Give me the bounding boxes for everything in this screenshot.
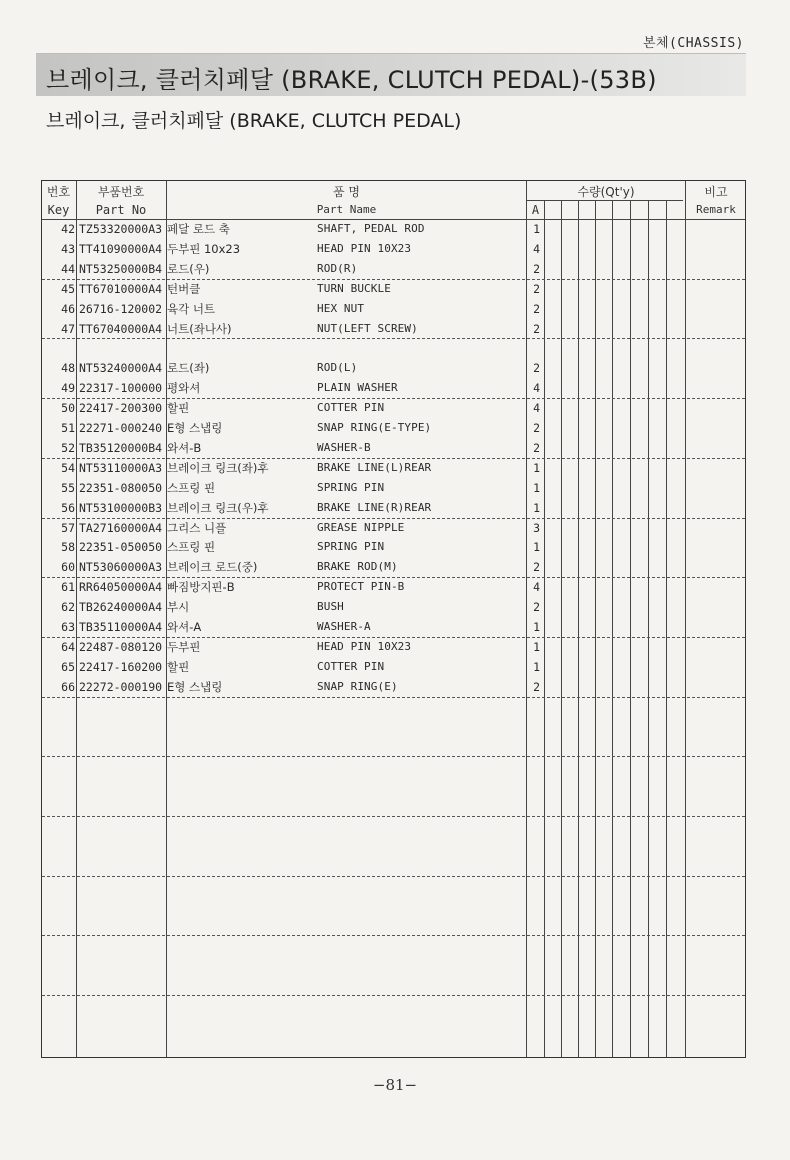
row-part-number: TT67010000A4 xyxy=(79,281,163,296)
row-group-divider xyxy=(42,338,745,339)
header-remark-kr: 비고 xyxy=(704,185,728,199)
row-quantity: 2 xyxy=(533,440,540,455)
row-name-korean: 빠짐방지핀-B xyxy=(167,580,235,595)
row-name-korean: 그리스 니플 xyxy=(167,520,227,535)
row-group-divider xyxy=(42,398,745,399)
qty-column-divider xyxy=(648,200,649,1057)
row-group-divider xyxy=(42,518,745,519)
row-name-korean: 로드(좌) xyxy=(167,361,210,376)
row-part-number: TB35120000B4 xyxy=(79,440,163,455)
row-quantity: 1 xyxy=(533,480,540,495)
row-quantity: 4 xyxy=(533,401,540,416)
qty-column-divider xyxy=(666,200,667,1057)
row-part-number: 22271-000240 xyxy=(79,421,163,435)
row-name-english: PLAIN WASHER xyxy=(317,381,398,395)
row-name-english: WASHER-B xyxy=(317,440,371,454)
row-name-english: ROD(L) xyxy=(317,361,358,375)
row-group-divider xyxy=(42,935,745,936)
row-group-divider xyxy=(42,577,745,578)
row-part-number: 22272-000190 xyxy=(79,679,163,694)
row-name-korean: 브레이크 링크(우)후 xyxy=(167,500,269,515)
header-partno-en: Part No xyxy=(95,203,147,217)
row-name-korean: 할핀 xyxy=(167,659,190,674)
header-key-kr: 번호 xyxy=(46,185,71,199)
row-key: 48 xyxy=(61,361,75,376)
row-part-number: 22417-160200 xyxy=(79,659,163,674)
column-divider xyxy=(685,181,686,1057)
row-name-english: NUT(LEFT SCREW) xyxy=(317,321,418,335)
row-quantity: 2 xyxy=(533,281,540,296)
row-name-korean: 턴버클 xyxy=(167,281,201,296)
row-quantity: 2 xyxy=(533,301,540,316)
qty-column-divider xyxy=(595,200,596,1057)
row-quantity: 2 xyxy=(533,261,540,276)
row-name-english: SPRING PIN xyxy=(317,480,385,494)
row-quantity: 2 xyxy=(533,361,540,376)
row-part-number: 26716-120002 xyxy=(79,301,163,316)
row-key: 62 xyxy=(61,600,75,615)
row-key: 64 xyxy=(61,639,75,654)
row-name-korean: E형 스냅링 xyxy=(167,421,223,435)
row-group-divider xyxy=(42,458,745,459)
row-key: 65 xyxy=(61,659,75,674)
row-part-number: RR64050000A4 xyxy=(79,580,163,595)
section-label: 본체(CHASSIS) xyxy=(642,36,744,51)
row-key: 44 xyxy=(61,261,75,276)
row-key: 46 xyxy=(61,301,75,316)
row-quantity: 4 xyxy=(533,381,540,396)
row-part-number: 22351-080050 xyxy=(79,480,163,495)
row-name-korean: 너트(좌나사) xyxy=(167,321,232,336)
row-group-divider xyxy=(42,816,745,817)
row-quantity: 3 xyxy=(533,520,540,535)
row-name-english: BRAKE ROD(M) xyxy=(317,560,398,574)
row-quantity: 2 xyxy=(533,421,540,435)
row-quantity: 1 xyxy=(533,540,540,555)
page-number: −81− xyxy=(372,1076,418,1094)
row-key: 57 xyxy=(61,520,75,535)
qty-column-divider xyxy=(561,200,562,1057)
row-group-divider xyxy=(42,697,745,698)
row-group-divider xyxy=(42,637,745,638)
row-part-number: NT53250000B4 xyxy=(79,261,163,276)
header-qty-col: A xyxy=(531,203,540,217)
row-part-number: TA27160000A4 xyxy=(79,520,163,535)
row-key: 60 xyxy=(61,560,75,575)
row-name-english: COTTER PIN xyxy=(317,659,385,673)
header-divider xyxy=(42,219,745,220)
header-name-en: Part Name xyxy=(316,203,377,216)
header-qty-kr: 수량(Qt'y) xyxy=(577,185,635,199)
row-name-korean: 브레이크 링크(좌)후 xyxy=(167,460,269,475)
row-name-english: HEAD PIN 10X23 xyxy=(317,639,412,653)
row-key: 58 xyxy=(61,540,75,555)
row-group-divider xyxy=(42,279,745,280)
row-key: 54 xyxy=(61,460,75,475)
row-name-english: WASHER-A xyxy=(317,620,371,633)
row-name-english: ROD(R) xyxy=(317,261,358,275)
row-name-korean: 브레이크 로드(중) xyxy=(167,560,258,575)
header-key-en: Key xyxy=(47,203,70,217)
row-name-korean: 평와셔 xyxy=(167,381,201,396)
row-name-english: SNAP RING(E) xyxy=(317,679,398,693)
page-subtitle: 브레이크, 클러치페달 (BRAKE, CLUTCH PEDAL) xyxy=(46,110,462,132)
row-key: 52 xyxy=(61,440,75,455)
header-remark-en: Remark xyxy=(696,203,736,216)
row-name-korean: E형 스냅링 xyxy=(167,679,223,694)
row-name-korean: 육각 너트 xyxy=(167,301,216,316)
row-name-english: SHAFT, PEDAL ROD xyxy=(317,222,425,235)
row-name-english: BRAKE LINE(L)REAR xyxy=(317,460,432,474)
row-quantity: 1 xyxy=(533,659,540,674)
row-part-number: NT53110000A3 xyxy=(79,460,163,475)
row-key: 55 xyxy=(61,480,75,495)
qty-column-divider xyxy=(630,200,631,1057)
qty-column-divider xyxy=(612,200,613,1057)
row-name-korean: 와셔-B xyxy=(167,440,202,455)
row-key: 66 xyxy=(61,679,75,694)
row-key: 50 xyxy=(61,401,75,416)
row-name-english: SNAP RING(E-TYPE) xyxy=(317,421,432,434)
row-key: 56 xyxy=(61,500,75,515)
row-part-number: NT53240000A4 xyxy=(79,361,163,376)
row-part-number: TZ53320000A3 xyxy=(79,222,163,236)
row-quantity: 2 xyxy=(533,679,540,694)
row-quantity: 2 xyxy=(533,560,540,575)
title-bar xyxy=(36,53,746,96)
row-name-english: SPRING PIN xyxy=(317,540,385,554)
row-key: 43 xyxy=(61,241,75,256)
row-key: 61 xyxy=(61,580,75,595)
row-name-korean: 두부핀 10x23 xyxy=(167,241,241,256)
row-quantity: 1 xyxy=(533,620,540,634)
row-quantity: 4 xyxy=(533,241,540,256)
row-key: 45 xyxy=(61,281,75,296)
parts-table xyxy=(41,180,746,1058)
header-name-kr: 품 명 xyxy=(333,185,360,199)
row-key: 51 xyxy=(61,421,75,435)
row-key: 63 xyxy=(61,620,75,634)
row-name-korean: 와셔-A xyxy=(167,620,202,634)
row-key: 47 xyxy=(61,321,75,336)
row-key: 42 xyxy=(61,222,75,236)
row-group-divider xyxy=(42,756,745,757)
row-name-english: HEX NUT xyxy=(317,301,365,315)
qty-column-divider xyxy=(544,200,545,1057)
row-name-english: TURN BUCKLE xyxy=(317,281,391,295)
row-quantity: 1 xyxy=(533,500,540,515)
qty-column-divider xyxy=(578,200,579,1057)
row-part-number: NT53060000A3 xyxy=(79,560,163,575)
row-name-english: BUSH xyxy=(317,600,344,614)
row-part-number: 22417-200300 xyxy=(79,401,163,416)
row-part-number: TB26240000A4 xyxy=(79,600,163,615)
row-quantity: 1 xyxy=(533,639,540,654)
row-group-divider xyxy=(42,995,745,996)
row-group-divider xyxy=(42,876,745,877)
column-divider xyxy=(76,181,77,1057)
row-quantity: 1 xyxy=(533,222,540,236)
row-name-korean: 할핀 xyxy=(167,401,190,416)
row-key: 49 xyxy=(61,381,75,396)
row-name-korean: 부시 xyxy=(167,600,190,615)
row-part-number: NT53100000B3 xyxy=(79,500,163,515)
row-quantity: 2 xyxy=(533,600,540,615)
row-part-number: 22487-080120 xyxy=(79,639,163,654)
row-name-english: PROTECT PIN-B xyxy=(317,580,405,594)
row-quantity: 1 xyxy=(533,460,540,475)
row-part-number: 22351-050050 xyxy=(79,540,163,555)
row-part-number: TT67040000A4 xyxy=(79,321,163,336)
row-name-korean: 스프링 핀 xyxy=(167,480,216,495)
row-name-korean: 로드(우) xyxy=(167,261,210,276)
header-partno-kr: 부품번호 xyxy=(97,185,145,199)
row-name-korean: 페달 로드 축 xyxy=(167,222,230,236)
row-part-number: TT41090000A4 xyxy=(79,241,163,256)
row-name-english: BRAKE LINE(R)REAR xyxy=(317,500,432,514)
row-name-english: COTTER PIN xyxy=(317,401,385,415)
row-name-korean: 두부핀 xyxy=(167,639,201,654)
row-name-english: HEAD PIN 10X23 xyxy=(317,241,412,255)
row-name-english: GREASE NIPPLE xyxy=(317,520,405,534)
row-quantity: 4 xyxy=(533,580,540,595)
qty-header-divider xyxy=(526,200,683,201)
row-part-number: 22317-100000 xyxy=(79,381,163,396)
page-title: 브레이크, 클러치페달 (BRAKE, CLUTCH PEDAL)-(53B) xyxy=(46,66,657,94)
row-name-korean: 스프링 핀 xyxy=(167,540,216,555)
row-quantity: 2 xyxy=(533,321,540,336)
row-part-number: TB35110000A4 xyxy=(79,620,163,634)
